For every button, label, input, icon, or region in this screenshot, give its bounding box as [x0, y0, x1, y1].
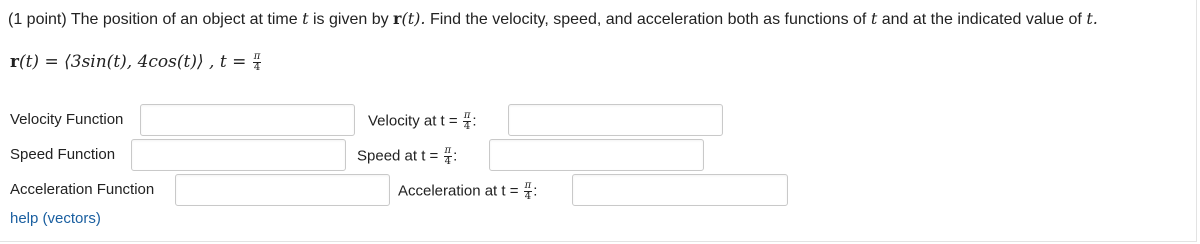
speed-at-t-input[interactable] [489, 139, 704, 171]
acceleration-at-t-input[interactable] [572, 174, 788, 206]
acceleration-at-t-label: Acceleration at t = $\frac{\pi}{4}$ : [398, 180, 538, 202]
help-vectors-link[interactable]: help (vectors) [10, 210, 101, 227]
velocity-function-label: Velocity Function [10, 111, 124, 128]
speed-at-t-label: Speed at t = $\frac{\pi}{4}$ : [357, 145, 458, 167]
acceleration-function-label: Acceleration Function [10, 181, 155, 198]
problem-statement: (1 point) The position of an object at time t is given by r(t). Find the velocity, speed, and acceleration both as functions of t and at the indicated value of t. [8, 9, 1098, 28]
velocity-at-t-label: Velocity at t = $\frac{\pi}{4}$ : [368, 110, 477, 132]
speed-function-label: Speed Function [10, 146, 116, 163]
velocity-function-input[interactable] [140, 104, 355, 136]
position-function: r(t) = ⟨3sin(t), 4cos(t)⟩ , t = $\frac{\pi}{4}$ [10, 51, 261, 73]
acceleration-function-input[interactable] [175, 174, 390, 206]
speed-function-input[interactable] [131, 139, 346, 171]
velocity-at-t-input[interactable] [508, 104, 723, 136]
